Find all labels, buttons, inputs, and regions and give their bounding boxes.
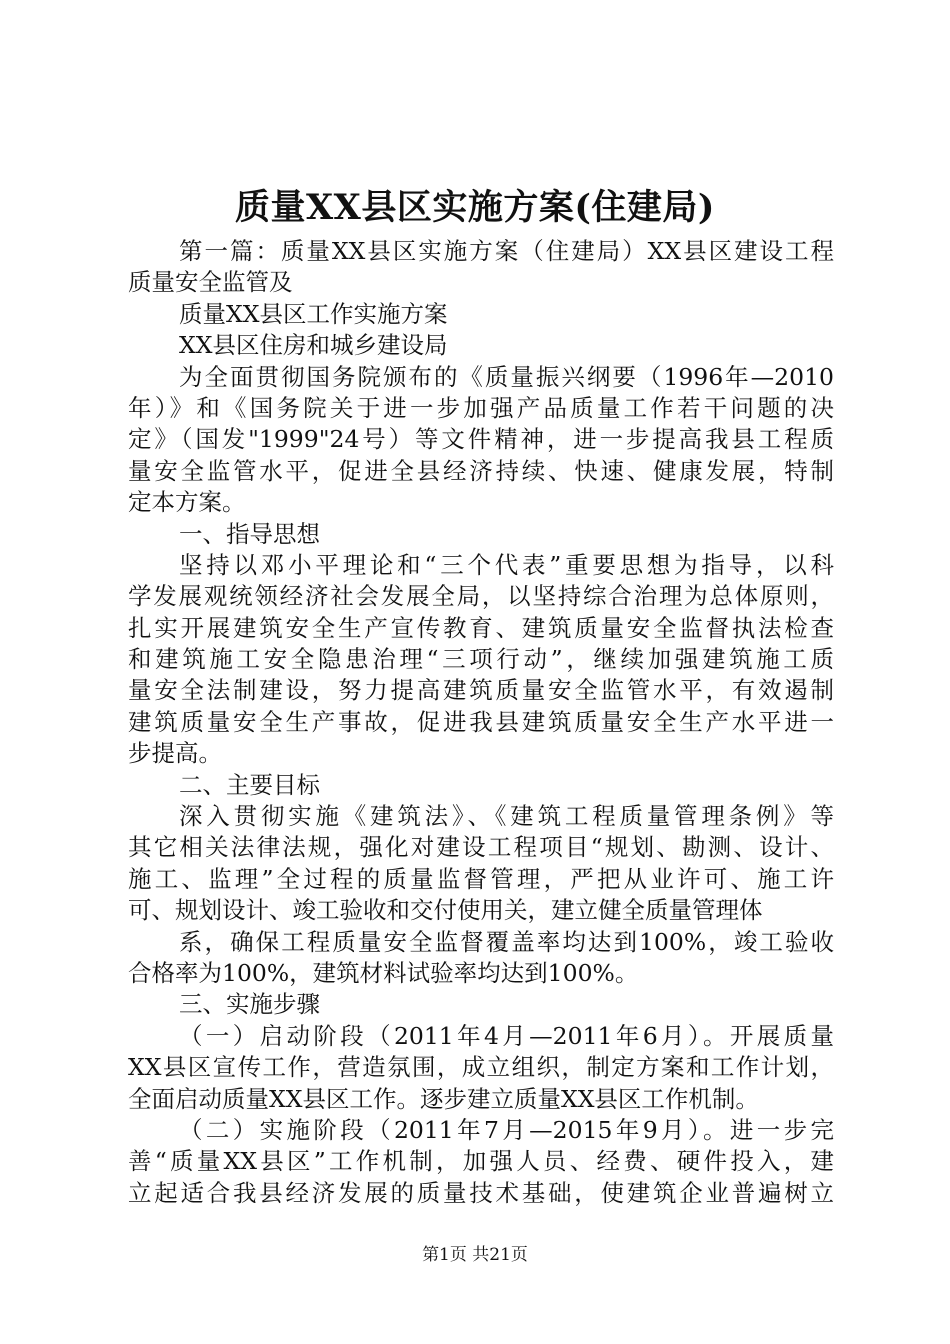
text-line: 合格率为100%，建筑材料试验率均达到100%。 — [128, 958, 639, 987]
text-line: （二）实施阶段（2011年7月—2015年9月）。进一步完 — [179, 1115, 834, 1144]
text-line: （一）启动阶段（2011年4月—2011年6月）。开展质量 — [179, 1021, 834, 1050]
text-line: 坚持以邓小平理论和“三个代表”重要思想为指导，以科 — [179, 550, 834, 579]
text-line: XX县区住房和城乡建设局 — [179, 331, 448, 360]
text-line: 年）》和《国务院关于进一步加强产品质量工作若干问题的决 — [128, 393, 834, 422]
text-line: 质量XX县区工作实施方案 — [179, 299, 448, 328]
text-line: 善“质量XX县区”工作机制，加强人员、经费、硬件投入，建 — [128, 1147, 834, 1176]
text-line: 全面启动质量XX县区工作。逐步建立质量XX县区工作机制。 — [128, 1084, 759, 1113]
text-line: 量安全监管水平，促进全县经济持续、快速、健康发展，特制 — [128, 456, 834, 485]
text-line: 三、实施步骤 — [179, 990, 320, 1019]
text-line: 定》（国发"1999"24号）等文件精神，进一步提高我县工程质 — [128, 425, 834, 454]
text-line: 其它相关法律法规，强化对建设工程项目“规划、勘测、设计、 — [128, 833, 834, 862]
text-line: 可、规划设计、竣工验收和交付使用关，建立健全质量管理体 — [128, 896, 763, 925]
text-line: 为全面贯彻国务院颁布的《质量振兴纲要（1996年—2010 — [179, 362, 834, 391]
text-line: 量安全法制建设，努力提高建筑质量安全监管水平，有效遏制 — [128, 676, 834, 705]
text-line: 二、主要目标 — [179, 770, 320, 799]
text-line: 定本方案。 — [128, 488, 246, 517]
text-line: 深入贯彻实施《建筑法》、《建筑工程质量管理条例》等 — [179, 802, 834, 831]
page-footer: 第1页 共21页 — [422, 1245, 528, 1265]
text-line: 施工、监理”全过程的质量监督管理，严把从业许可、施工许 — [128, 864, 834, 893]
text-line: 第一篇：质量XX县区实施方案（住建局）XX县区建设工程 — [179, 237, 834, 265]
text-line: 建筑质量安全生产事故，促进我县建筑质量安全生产水平进一 — [128, 707, 834, 736]
text-line: 立起适合我县经济发展的质量技术基础，使建筑企业普遍树立 — [128, 1178, 834, 1207]
document-title: 质量XX县区实施方案(住建局) — [235, 187, 715, 228]
text-line: 一、指导思想 — [179, 519, 320, 548]
text-line: XX县区宣传工作，营造氛围，成立组织，制定方案和工作计划， — [128, 1053, 834, 1082]
text-line: 学发展观统领经济社会发展全局，以坚持综合治理为总体原则， — [128, 582, 834, 611]
text-line: 质量安全监管及 — [128, 268, 293, 297]
text-line: 步提高。 — [128, 739, 222, 768]
text-line: 系，确保工程质量安全监督覆盖率均达到100%，竣工验收 — [179, 927, 834, 956]
text-line: 和建筑施工安全隐患治理“三项行动”，继续加强建筑施工质 — [128, 645, 834, 674]
text-line: 扎实开展建筑安全生产宣传教育、建筑质量安全监督执法检查 — [128, 613, 834, 642]
document-body — [128, 236, 834, 1209]
